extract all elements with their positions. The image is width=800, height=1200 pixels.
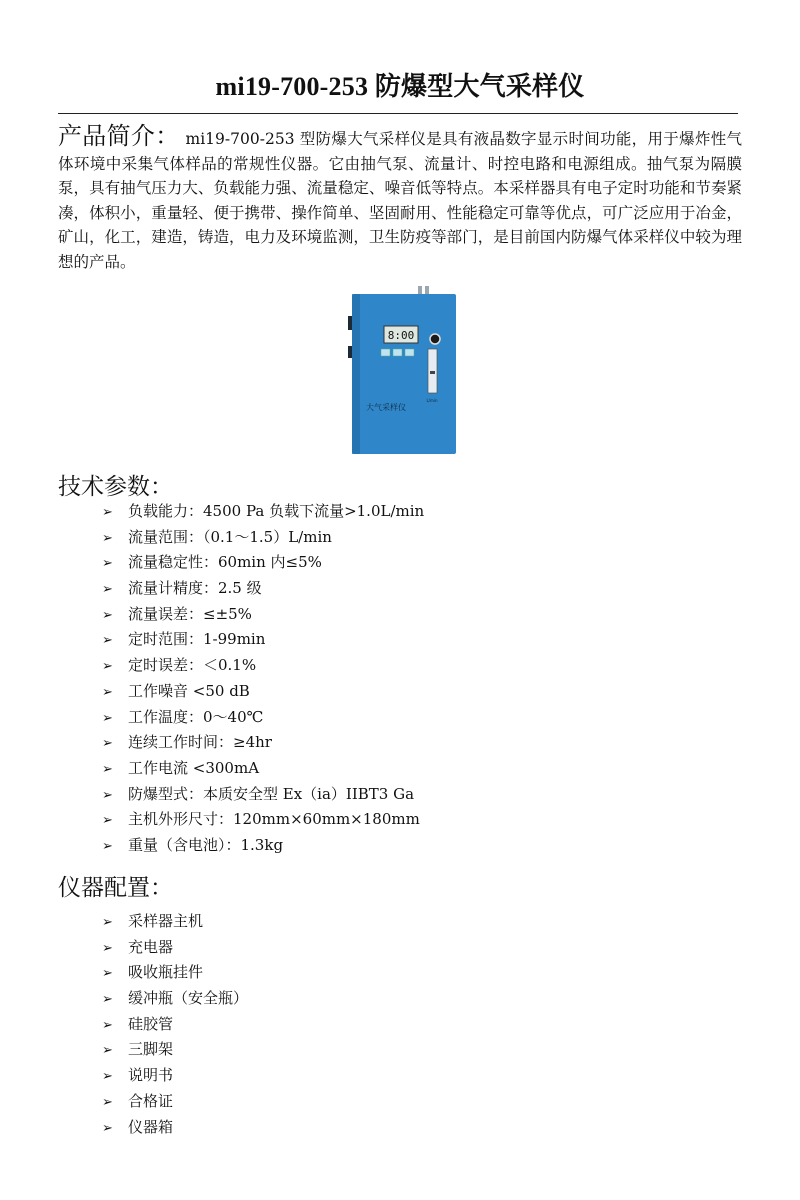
spec-item-text: 重量（含电池）：1.3kg	[128, 835, 284, 854]
config-item-text: 合格证	[128, 1091, 174, 1110]
config-item	[102, 1115, 248, 1141]
config-item	[102, 1012, 248, 1038]
spec-item	[102, 756, 424, 782]
bullet-arrow-icon: ➢	[102, 915, 113, 930]
device-button-1	[381, 349, 390, 356]
bullet-arrow-icon: ➢	[102, 1094, 113, 1110]
config-item-text: 吸收瓶挂件	[128, 963, 204, 982]
bullet-arrow-icon: ➢	[102, 838, 113, 854]
bullet-arrow-icon: ➢	[102, 966, 113, 982]
config-item	[102, 960, 248, 986]
bullet-arrow-icon: ➢	[102, 556, 113, 572]
bullet-arrow-icon: ➢	[102, 992, 113, 1008]
bullet-arrow-icon: ➢	[102, 1017, 113, 1033]
bullet-arrow-icon: ➢	[102, 633, 113, 649]
title-divider	[58, 113, 738, 114]
bullet-arrow-icon: ➢	[102, 607, 113, 623]
bullet-arrow-icon: ➢	[102, 710, 113, 726]
spec-item	[102, 653, 424, 679]
lcd-readout: 8:00	[387, 329, 415, 342]
config-heading: 仪器配置：	[58, 875, 173, 901]
product-photo	[344, 286, 460, 458]
spec-item-text: 工作噪音 <50 dB	[128, 681, 250, 700]
spec-item	[102, 782, 424, 808]
flow-unit-label: L/min	[426, 398, 438, 403]
spec-item	[102, 550, 424, 576]
bullet-arrow-icon: ➢	[102, 684, 113, 700]
config-item	[102, 986, 248, 1012]
spec-item	[102, 525, 424, 551]
spec-item-text: 定时误差：＜0.1%	[128, 656, 257, 675]
spec-item	[102, 576, 424, 602]
spec-item	[102, 627, 424, 653]
bullet-arrow-icon: ➢	[102, 505, 113, 520]
bullet-arrow-icon: ➢	[102, 1043, 113, 1059]
bullet-arrow-icon: ➢	[102, 761, 113, 777]
config-item-text: 充电器	[128, 937, 174, 956]
spec-item-text: 流量范围：（0.1～1.5）L/min	[128, 527, 332, 546]
config-item-text: 三脚架	[128, 1040, 174, 1059]
device-side-shade	[352, 294, 360, 454]
spec-item-text: 工作电流 <300mA	[128, 758, 260, 777]
flowmeter-float	[430, 371, 435, 374]
device-body	[352, 294, 456, 454]
device-button-3	[405, 349, 414, 356]
bullet-arrow-icon: ➢	[102, 736, 113, 752]
bullet-arrow-icon: ➢	[102, 813, 113, 829]
spec-item	[102, 833, 424, 859]
spec-item-text: 主机外形尺寸：120mm×60mm×180mm	[128, 810, 420, 829]
bullet-arrow-icon: ➢	[102, 940, 113, 956]
spec-item	[102, 499, 424, 525]
bullet-arrow-icon: ➢	[102, 582, 113, 598]
device-front-label: 大气采样仪	[366, 403, 406, 412]
flow-knob	[430, 334, 440, 344]
intro-heading: 产品简介：	[58, 122, 180, 150]
bullet-arrow-icon: ➢	[102, 1069, 113, 1085]
specs-heading: 技术参数：	[58, 474, 173, 500]
bullet-arrow-icon: ➢	[102, 659, 113, 675]
spec-item	[102, 679, 424, 705]
config-item	[102, 1063, 248, 1089]
config-item	[102, 1089, 248, 1115]
device-button-2	[393, 349, 402, 356]
spec-item	[102, 730, 424, 756]
config-item-text: 仪器箱	[128, 1117, 174, 1136]
bullet-arrow-icon: ➢	[102, 1120, 113, 1136]
spec-item	[102, 705, 424, 731]
intro-text: mi19-700-253 型防爆大气采样仪是具有液晶数字显示时间功能，用于爆炸性气体环境中采集气体样品的常规性仪器。它由抽气泵、流量计、时控电路和电源组成。抽气泵为隔膜泵，具有抽气压力大、负载能力强、流量稳定、噪音低等特点。本采样器具有电子定时功能和节奏紧凑，体积小，重量轻、便于携带、操作简单、坚固耐用、性能稳定可靠等优点，可广泛应用于冶金，矿山，化工，建造，铸造，电力及环境监测，卫生防疫等部门，是目前国内防爆气体采样仪中较为理想的产品。	[58, 130, 743, 271]
config-item-text: 说明书	[128, 1066, 174, 1085]
config-item	[102, 935, 248, 961]
spec-item-text: 定时范围：1-99min	[128, 630, 266, 649]
config-item-text: 采样器主机	[128, 912, 204, 930]
config-list	[102, 909, 248, 1140]
bullet-arrow-icon: ➢	[102, 787, 113, 803]
spec-item	[102, 602, 424, 628]
bullet-arrow-icon: ➢	[102, 530, 113, 546]
config-item	[102, 909, 248, 935]
spec-item	[102, 807, 424, 833]
config-item-text: 硅胶管	[128, 1014, 174, 1033]
spec-item-text: 流量计精度：2.5 级	[128, 579, 262, 598]
spec-item-text: 负载能力：4500 Pa 负载下流量>1.0L/min	[128, 502, 425, 520]
spec-item-text: 防爆型式：本质安全型 Ex（ia）IIBT3 Ga	[128, 784, 415, 803]
spec-item-text: 流量误差：≤±5%	[128, 604, 252, 623]
config-item	[102, 1037, 248, 1063]
page-title: mi19-700-253 防爆型大气采样仪	[215, 72, 585, 101]
spec-item-text: 流量稳定性：60min 内≤5%	[128, 553, 322, 572]
specs-list	[102, 499, 424, 859]
product-intro	[58, 124, 742, 275]
spec-item-text: 连续工作时间：≥4hr	[128, 733, 272, 752]
config-item-text: 缓冲瓶（安全瓶）	[128, 989, 249, 1008]
spec-item-text: 工作温度：0～40℃	[128, 707, 264, 726]
